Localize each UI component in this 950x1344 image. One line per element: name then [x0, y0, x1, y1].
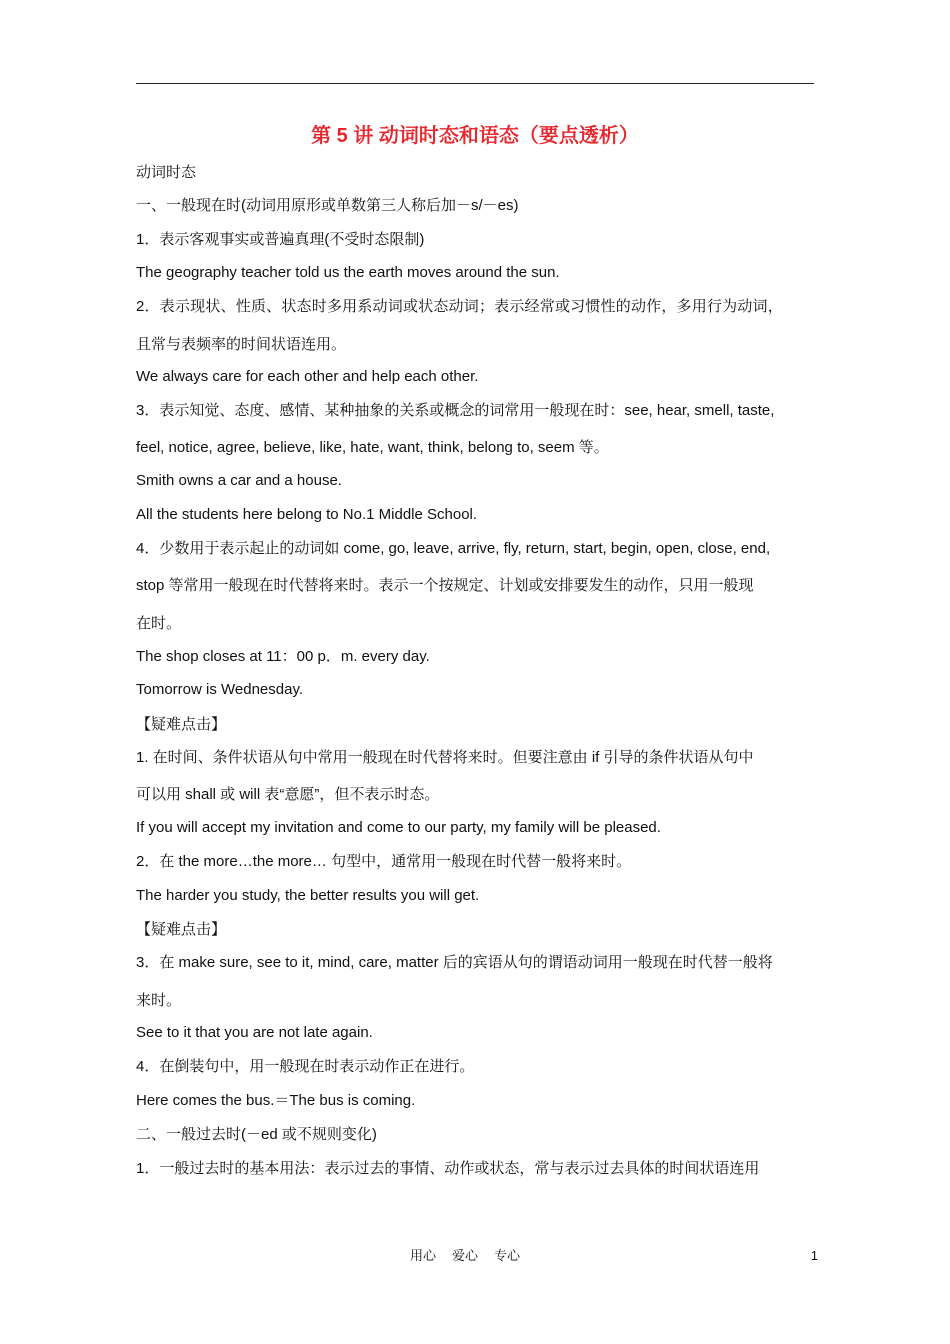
example-sentence: If you will accept my invitation and come to our party, my family will be pleased. [136, 819, 661, 836]
rule-item-continuation: 可以用 shall 或 will 表“意愿”，但不表示时态。 [136, 786, 440, 803]
rule-item: 1. 在时间、条件状语从句中常用一般现在时代替将来时。但要注意由 if 引导的条件状语从句中 [136, 749, 754, 766]
note-heading: 【疑难点击】 [136, 716, 227, 733]
example-sentence: See to it that you are not late again. [136, 1024, 373, 1041]
rule-item: 1．一般过去时的基本用法：表示过去的事情、动作或状态，常与表示过去具体的时间状语连用 [136, 1160, 760, 1177]
rule-item-continuation: stop 等常用一般现在时代替将来时。表示一个按规定、计划或安排要发生的动作，只用一般现 [136, 577, 754, 594]
rule-item-continuation: feel, notice, agree, believe, like, hate, want, think, belong to, seem 等。 [136, 439, 609, 456]
example-sentence: The shop closes at 11：00 p．m. every day. [136, 648, 430, 665]
example-sentence: Smith owns a car and a house. [136, 472, 342, 489]
example-sentence: Tomorrow is Wednesday. [136, 681, 304, 698]
rule-item: 3．表示知觉、态度、感情、某种抽象的关系或概念的词常用一般现在时：see, hear, smell, taste, [136, 402, 775, 419]
rule-item: 4．在倒装句中，用一般现在时表示动作正在进行。 [136, 1058, 475, 1075]
section-heading: 动词时态 [136, 164, 197, 181]
page-title: 第 5 讲 动词时态和语态（要点透析） [311, 125, 639, 147]
footer-word: 专心 [494, 1248, 521, 1263]
rule-item-continuation: 在时。 [136, 615, 182, 632]
rule-item: 1．表示客观事实或普遍真理(不受时态限制) [136, 231, 425, 248]
example-sentence: Here comes the bus.＝The bus is coming. [136, 1092, 416, 1109]
rule-item: 2．表示现状、性质、状态时多用系动词或状态动词；表示经常或习惯性的动作，多用行为动词， [136, 298, 783, 315]
page-number: 1 [810, 1248, 818, 1263]
rule-item: 3．在 make sure, see to it, mind, care, matter 后的宾语从句的谓语动词用一般现在时代替一般将 [136, 954, 773, 971]
example-sentence: The harder you study, the better results you will get. [136, 887, 480, 904]
header-rule [136, 83, 814, 84]
example-sentence: All the students here belong to No.1 Middle School. [136, 506, 478, 523]
example-sentence: The geography teacher told us the earth moves around the sun. [136, 264, 560, 281]
rule-item: 2．在 the more…the more… 句型中，通常用一般现在时代替一般将来时。 [136, 853, 632, 870]
footer-motto [400, 1246, 530, 1266]
subsection-heading: 二、一般过去时(－ed 或不规则变化) [136, 1126, 377, 1143]
rule-item: 4．少数用于表示起止的动词如 come, go, leave, arrive, fly, return, start, begin, open, close, end, [136, 540, 771, 557]
example-sentence: We always care for each other and help each other. [136, 368, 479, 385]
subsection-heading: 一、一般现在时(动词用原形或单数第三人称后加－s/－es) [136, 197, 519, 214]
rule-item-continuation: 且常与表频率的时间状语连用。 [136, 336, 347, 353]
footer-word: 用心 [409, 1248, 436, 1263]
note-heading: 【疑难点击】 [136, 921, 227, 938]
rule-item-continuation: 来时。 [136, 992, 182, 1009]
footer-word: 爱心 [451, 1248, 478, 1263]
